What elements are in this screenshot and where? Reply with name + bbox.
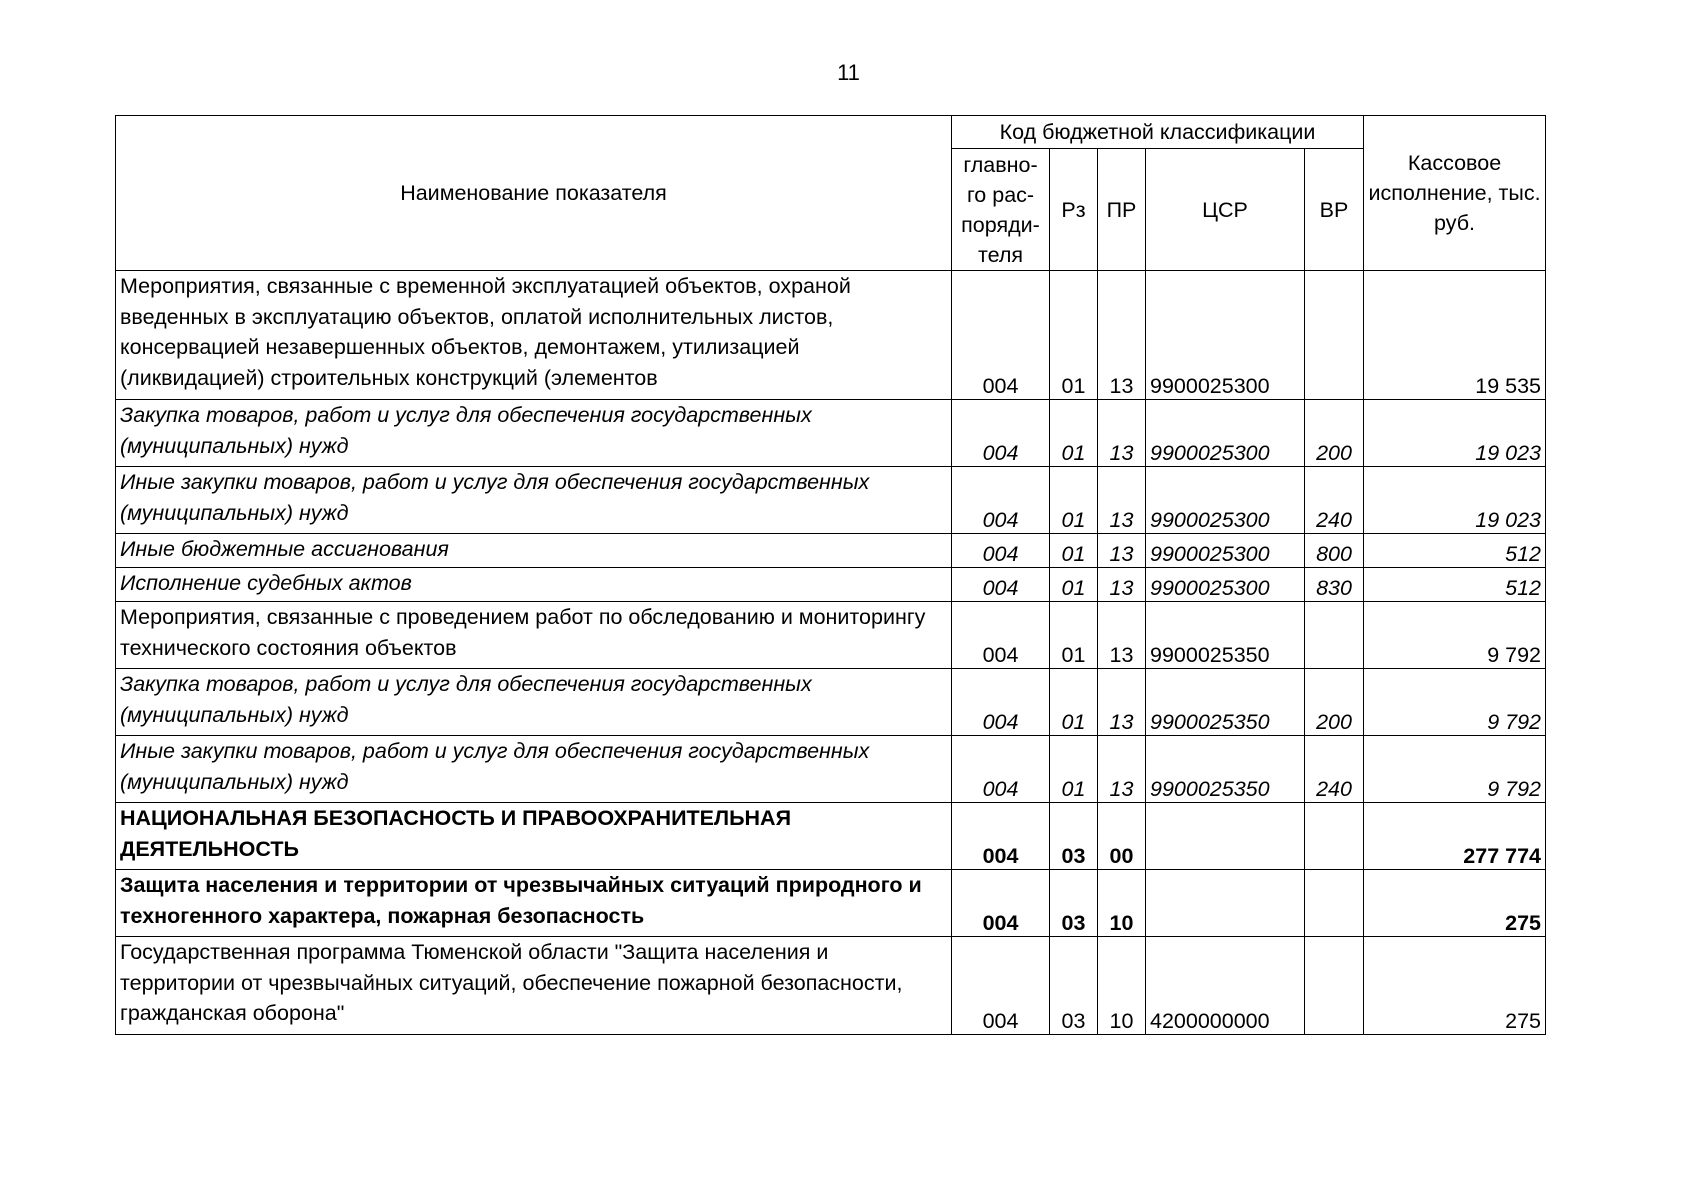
cell-csr: 9900025300 — [1146, 568, 1305, 602]
table-row — [116, 803, 1546, 870]
table-row — [116, 602, 1546, 669]
table-row — [116, 271, 1546, 400]
header-csr: ЦСР — [1146, 149, 1305, 271]
cell-name: Закупка товаров, работ и услуг для обеспечения государственных (муниципальных) нужд — [116, 400, 952, 467]
table-row — [116, 568, 1546, 602]
cell-vr — [1305, 870, 1364, 937]
cell-glav: 004 — [952, 803, 1050, 870]
cell-vr — [1305, 602, 1364, 669]
cell-pr: 10 — [1098, 870, 1146, 937]
cell-pr: 13 — [1098, 534, 1146, 568]
cell-csr: 9900025350 — [1146, 736, 1305, 803]
cell-glav: 004 — [952, 736, 1050, 803]
cell-name: НАЦИОНАЛЬНАЯ БЕЗОПАСНОСТЬ И ПРАВООХРАНИТЕЛЬНАЯ ДЕЯТЕЛЬНОСТЬ — [116, 803, 952, 870]
cell-amount: 9 792 — [1364, 602, 1546, 669]
cell-csr: 9900025300 — [1146, 400, 1305, 467]
cell-csr: 9900025300 — [1146, 467, 1305, 534]
header-cash-execution: Кассовое исполнение, тыс. руб. — [1364, 116, 1546, 271]
cell-glav: 004 — [952, 669, 1050, 736]
cell-pr: 10 — [1098, 937, 1146, 1035]
cell-vr: 200 — [1305, 400, 1364, 467]
cell-csr — [1146, 803, 1305, 870]
cell-rz: 03 — [1050, 803, 1098, 870]
cell-vr: 200 — [1305, 669, 1364, 736]
table-row — [116, 669, 1546, 736]
cell-pr: 00 — [1098, 803, 1146, 870]
table-row — [116, 467, 1546, 534]
page-number: 11 — [837, 60, 860, 85]
cell-rz: 01 — [1050, 568, 1098, 602]
cell-amount: 277 774 — [1364, 803, 1546, 870]
cell-vr: 800 — [1305, 534, 1364, 568]
cell-csr: 4200000000 — [1146, 937, 1305, 1035]
cell-name: Иные закупки товаров, работ и услуг для обеспечения государственных (муниципальных) нужд — [116, 736, 952, 803]
cell-vr — [1305, 271, 1364, 400]
cell-glav: 004 — [952, 467, 1050, 534]
cell-pr: 13 — [1098, 568, 1146, 602]
cell-amount: 19 023 — [1364, 467, 1546, 534]
cell-rz: 01 — [1050, 271, 1098, 400]
budget-table — [115, 115, 1546, 1035]
cell-name: Закупка товаров, работ и услуг для обеспечения государственных (муниципальных) нужд — [116, 669, 952, 736]
cell-name: Исполнение судебных актов — [116, 568, 952, 602]
cell-rz: 03 — [1050, 870, 1098, 937]
header-glav: главно-го рас-поряди-теля — [952, 149, 1050, 271]
cell-csr: 9900025300 — [1146, 271, 1305, 400]
cell-glav: 004 — [952, 271, 1050, 400]
cell-amount: 19 535 — [1364, 271, 1546, 400]
cell-rz: 01 — [1050, 602, 1098, 669]
cell-vr: 240 — [1305, 736, 1364, 803]
cell-pr: 13 — [1098, 271, 1146, 400]
cell-name: Мероприятия, связанные с временной эксплуатацией объектов, охраной введенных в эксплуатацию объектов, оплатой исполнительных листов, консервацией незавершенных объектов, демонтажем, утилизацией (ликвидацией) строительных конструкций (элементов — [116, 271, 952, 400]
table-body — [116, 271, 1546, 1035]
table-row — [116, 736, 1546, 803]
cell-pr: 13 — [1098, 467, 1146, 534]
cell-vr — [1305, 937, 1364, 1035]
cell-amount: 9 792 — [1364, 669, 1546, 736]
cell-rz: 01 — [1050, 669, 1098, 736]
cell-rz: 01 — [1050, 736, 1098, 803]
cell-amount: 512 — [1364, 534, 1546, 568]
header-name: Наименование показателя — [116, 116, 952, 271]
cell-csr — [1146, 870, 1305, 937]
table-row — [116, 870, 1546, 937]
cell-rz: 03 — [1050, 937, 1098, 1035]
cell-glav: 004 — [952, 534, 1050, 568]
cell-pr: 13 — [1098, 736, 1146, 803]
cell-vr — [1305, 803, 1364, 870]
cell-glav: 004 — [952, 870, 1050, 937]
cell-name: Мероприятия, связанные с проведением работ по обследованию и мониторингу технического состояния объектов — [116, 602, 952, 669]
table-row — [116, 937, 1546, 1035]
cell-glav: 004 — [952, 400, 1050, 467]
cell-amount: 275 — [1364, 870, 1546, 937]
cell-amount: 9 792 — [1364, 736, 1546, 803]
cell-vr: 240 — [1305, 467, 1364, 534]
cell-name: Государственная программа Тюменской области "Защита населения и территории от чрезвычайных ситуаций, обеспечение пожарной безопасности, гражданская оборона" — [116, 937, 952, 1035]
cell-pr: 13 — [1098, 602, 1146, 669]
cell-name: Защита населения и территории от чрезвычайных ситуаций природного и техногенного характера, пожарная безопасность — [116, 870, 952, 937]
cell-glav: 004 — [952, 568, 1050, 602]
cell-amount: 19 023 — [1364, 400, 1546, 467]
cell-glav: 004 — [952, 937, 1050, 1035]
table-row — [116, 400, 1546, 467]
cell-rz: 01 — [1050, 534, 1098, 568]
table-header — [116, 116, 1546, 271]
header-vr: ВР — [1305, 149, 1364, 271]
header-rz: Рз — [1050, 149, 1098, 271]
cell-rz: 01 — [1050, 400, 1098, 467]
cell-vr: 830 — [1305, 568, 1364, 602]
cell-csr: 9900025300 — [1146, 534, 1305, 568]
cell-pr: 13 — [1098, 669, 1146, 736]
header-pr: ПР — [1098, 149, 1146, 271]
cell-rz: 01 — [1050, 467, 1098, 534]
cell-name: Иные бюджетные ассигнования — [116, 534, 952, 568]
cell-amount: 512 — [1364, 568, 1546, 602]
cell-amount: 275 — [1364, 937, 1546, 1035]
cell-pr: 13 — [1098, 400, 1146, 467]
cell-csr: 9900025350 — [1146, 669, 1305, 736]
cell-name: Иные закупки товаров, работ и услуг для обеспечения государственных (муниципальных) нужд — [116, 467, 952, 534]
cell-glav: 004 — [952, 602, 1050, 669]
cell-csr: 9900025350 — [1146, 602, 1305, 669]
table-row — [116, 534, 1546, 568]
header-code-group: Код бюджетной классификации — [952, 116, 1364, 149]
